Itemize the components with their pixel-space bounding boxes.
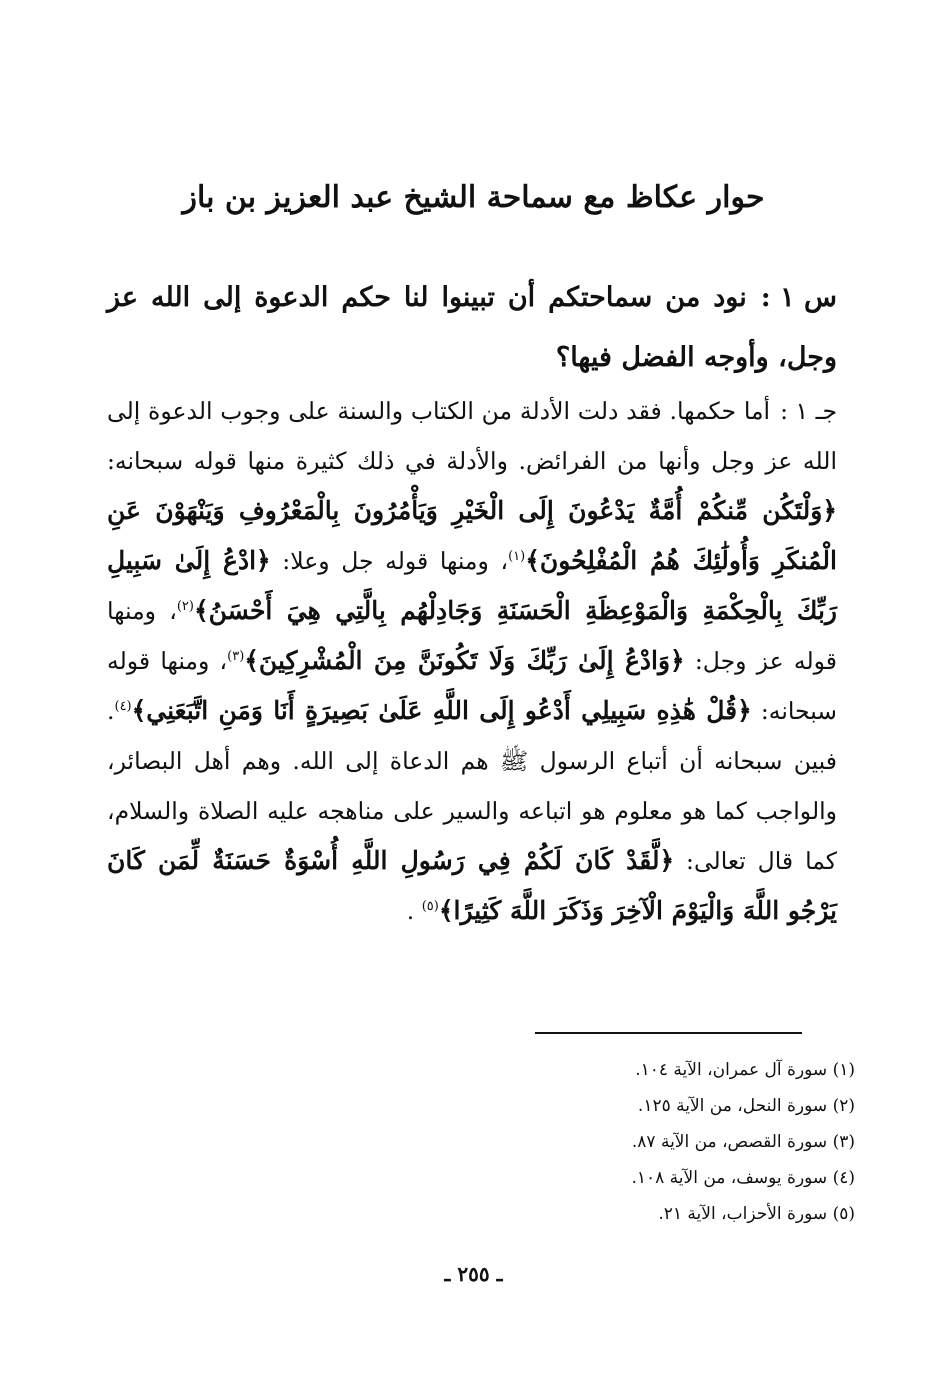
footnote-4: (٤) سورة يوسف، من الآية ١٠٨. <box>631 1168 855 1188</box>
answer-paragraph <box>107 386 837 936</box>
footnote-5: (٥) سورة الأحزاب، الآية ٢١. <box>658 1204 855 1224</box>
footnote-ref-1: (١) <box>508 549 526 565</box>
page-number: ـ ٢٥٥ ـ <box>444 1262 503 1286</box>
answer-text-6: . <box>406 897 422 925</box>
page-title: حوار عكاظ مع سماحة الشيخ عبد العزيز بن باز <box>182 180 765 215</box>
answer-text-2: ، ومنها قوله جل وعلا: <box>282 547 509 575</box>
answer-text-4: ، ومنها قوله سبحانه: <box>107 647 837 725</box>
answer-text-3: ، ومنها قوله عز وجل: <box>107 597 837 675</box>
quran-verse-3: ﴿وَادْعُ إِلَىٰ رَبِّكَ وَلَا تَكُونَنَّ مِنَ الْمُشْرِكِينَ﴾ <box>244 646 685 675</box>
footnotes-list <box>525 1052 855 1232</box>
footnote-ref-5: (٥) <box>421 899 439 915</box>
footnote-3: (٣) سورة القصص، من الآية ٨٧. <box>631 1132 855 1152</box>
quran-verse-5: ﴿لَّقَدْ كَانَ لَكُمْ فِي رَسُولِ اللَّهِ أُسْوَةٌ حَسَنَةٌ لِّمَن كَانَ يَرْجُو اللَّهَ وَالْيَوْمَ الْآخِرَ وَذَكَرَ اللَّهَ كَثِيرًا﴾ <box>107 846 837 925</box>
answer-text-5: . فبين سبحانه أن أتباع الرسول ﷺ هم الدعاة إلى الله. وهم أهل البصائر، والواجب كما هو معلوم هو اتباعه والسير على مناهجه عليه الصلاة والسلام، كما قال تعالى: <box>107 697 837 875</box>
footnote-1: (١) سورة آل عمران، الآية ١٠٤. <box>635 1060 855 1080</box>
quran-verse-1: ﴿وَلْتَكُن مِّنكُمْ أُمَّةٌ يَدْعُونَ إِلَى الْخَيْرِ وَيَأْمُرُونَ بِالْمَعْرُوفِ وَيَنْهَوْنَ عَنِ الْمُنكَرِ وَأُولَٰئِكَ هُمُ الْمُفْلِحُونَ﴾ <box>107 496 837 575</box>
quran-verse-2: ﴿ادْعُ إِلَىٰ سَبِيلِ رَبِّكَ بِالْحِكْمَةِ وَالْمَوْعِظَةِ الْحَسَنَةِ وَجَادِلْهُم بِالَّتِي هِيَ أَحْسَنُ﴾ <box>107 546 837 625</box>
answer-text-1: أما حكمها. فقد دلت الأدلة من الكتاب والسنة على وجوب الدعوة إلى الله عز وجل وأنها من الفرائض. والأدلة في ذلك كثيرة منها قوله سبحانه: <box>107 397 837 475</box>
question-paragraph <box>107 268 837 388</box>
answer-label: جـ ١ : <box>780 397 837 425</box>
footnote-ref-4: (٤) <box>114 699 132 715</box>
quran-verse-4: ﴿قُلْ هَٰذِهِ سَبِيلِي أَدْعُو إِلَى اللَّهِ عَلَىٰ بَصِيرَةٍ أَنَا وَمَنِ اتَّبَعَنِي﴾ <box>131 696 752 725</box>
question-text: نود من سماحتكم أن تبينوا لنا حكم الدعوة إلى الله عز وجل، وأوجه الفضل فيها؟ <box>107 282 837 373</box>
footnote-separator <box>535 1032 802 1034</box>
footnote-2: (٢) سورة النحل، من الآية ١٢٥. <box>637 1096 855 1116</box>
footnote-ref-2: (٢) <box>176 599 194 615</box>
footnote-ref-3: (٣) <box>227 649 245 665</box>
question-label: س ١ : <box>760 282 837 313</box>
